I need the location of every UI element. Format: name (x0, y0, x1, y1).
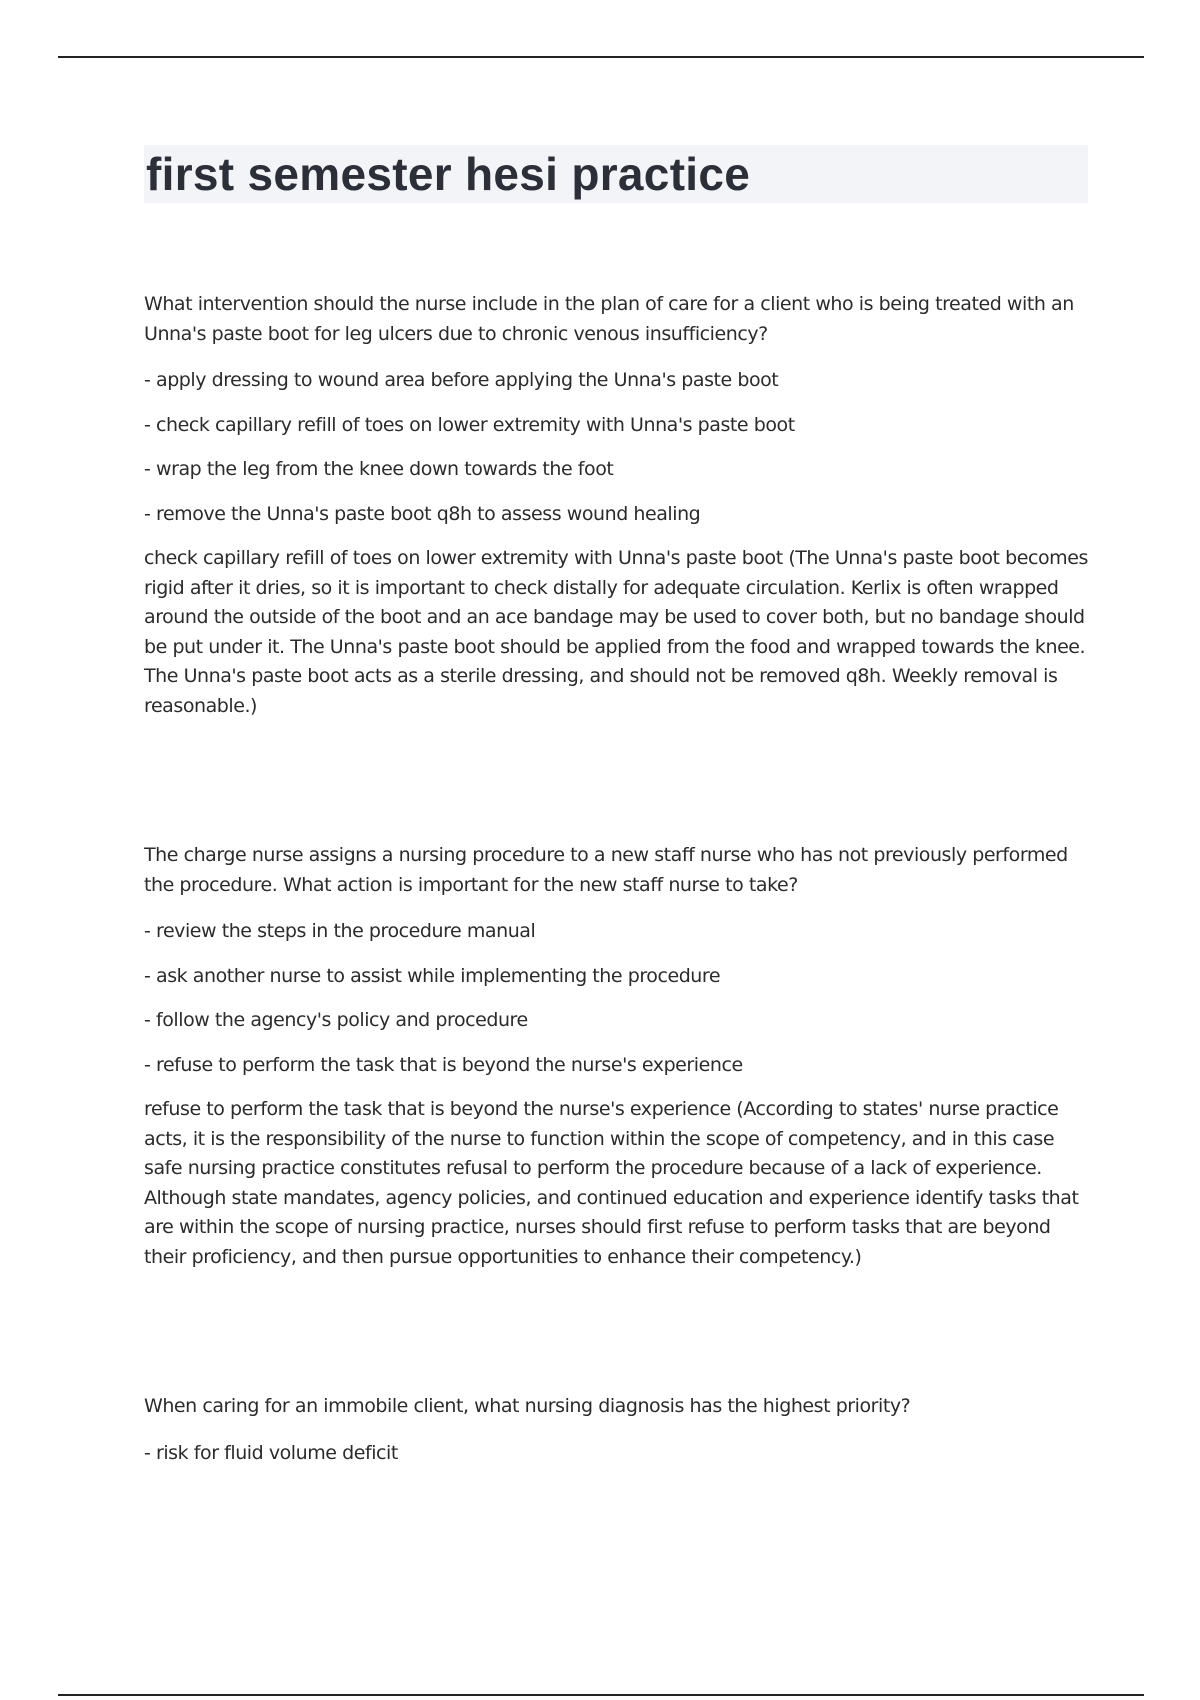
top-rule (58, 56, 1144, 58)
title-banner (144, 145, 1088, 203)
answer-rationale: refuse to perform the task that is beyond the nurse's experience (According to states' nurse practice acts, it is the responsibility of the nurse to function within the scope of competency, and in this case safe nursing practice constitutes refusal to perform the procedure because of a lack of experience. Although state mandates, agency policies, and continued education and experience identify tasks that are within the scope of nursing practice, nurses should first refuse to perform tasks that are beyond their proficiency, and then pursue opportunities to enhance their competency.) (144, 1098, 1079, 1268)
question-text: The charge nurse assigns a nursing procedure to a new staff nurse who has not previously performed the procedure. What action is important for the new staff nurse to take? (144, 844, 1068, 896)
answer-option: - risk for fluid volume deficit (144, 1441, 398, 1464)
answer-option: - follow the agency's policy and procedure (144, 1009, 528, 1031)
answer-option: - review the steps in the procedure manual (144, 920, 536, 942)
answer-option: - check capillary refill of toes on lower extremity with Unna's paste boot (144, 413, 795, 436)
flashcard (144, 841, 1094, 1272)
flashcard-list (144, 290, 1094, 1483)
card-spacer (144, 1272, 1094, 1392)
flashcard (144, 1392, 1094, 1468)
answer-option: - apply dressing to wound area before applying the Unna's paste boot (144, 369, 779, 391)
answer-rationale: check capillary refill of toes on lower extremity with Unna's paste boot (The Unna's paste boot becomes rigid after it dries, so it is important to check distally for adequate circulation. Kerlix is often wrapped around the outside of the boot and an ace bandage may be used to cover both, but no bandage should be put under it. The Unna's paste boot should be applied from the food and wrapped towards the knee. The Unna's paste boot acts as a sterile dressing, and should not be removed q8h. Weekly removal is reasonable.) (144, 547, 1088, 717)
answer-option: - ask another nurse to assist while implementing the procedure (144, 964, 721, 987)
answer-option: - refuse to perform the task that is beyond the nurse's experience (144, 1053, 743, 1076)
flashcard (144, 290, 1094, 721)
bottom-rule (58, 1694, 1144, 1696)
answer-option: - remove the Unna's paste boot q8h to assess wound healing (144, 502, 701, 525)
card-spacer (144, 721, 1094, 841)
document-title: first semester hesi practice (146, 148, 751, 200)
answer-option: - wrap the leg from the knee down towards the foot (144, 458, 614, 480)
question-text: What intervention should the nurse include in the plan of care for a client who is being treated with an Unna's paste boot for leg ulcers due to chronic venous insufficiency? (144, 293, 1074, 345)
question-text: When caring for an immobile client, what nursing diagnosis has the highest priority? (144, 1395, 911, 1417)
